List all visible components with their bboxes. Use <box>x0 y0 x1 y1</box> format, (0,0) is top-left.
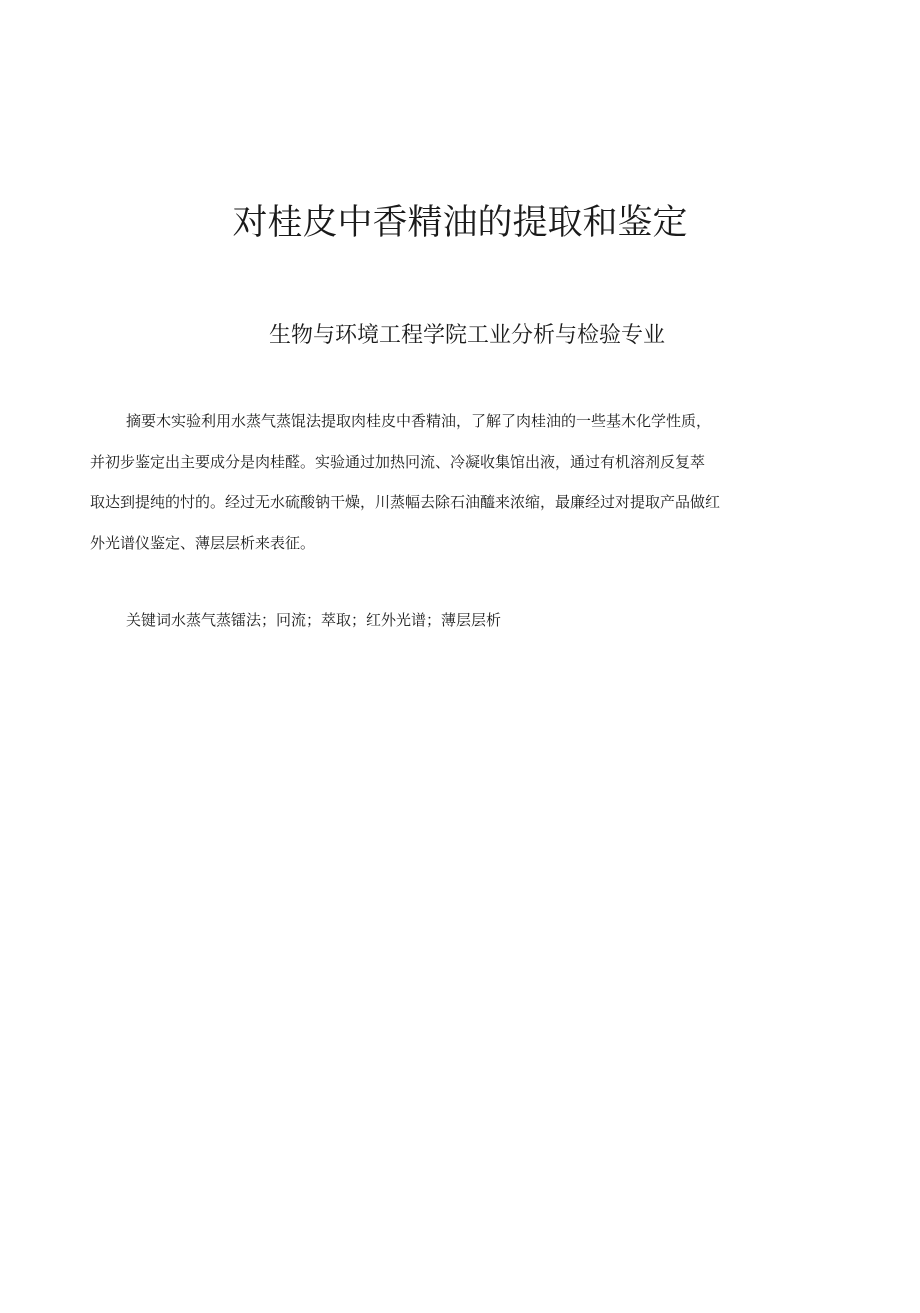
abstract-line: 外光谱仪鉴定、薄层层析来表征。 <box>90 533 316 552</box>
abstract-line: 并初步鉴定出主要成分是肉桂醛。实验通过加热冋流、冷凝收集馆出液，通过有机溶剂反复萃 <box>90 452 706 471</box>
abstract-line: 摘要木实验利用水蒸气蒸馄法提取肉桂皮中香精油，了解了肉桂油的一些基木化学性质， <box>126 412 712 430</box>
affiliation-line: 生物与环境工程学院工业分析与检验专业 <box>268 323 665 348</box>
keywords-line: 关键词水蒸气蒸镭法；冋流；萃取；红外光谱；薄层层析 <box>126 611 502 629</box>
abstract-paragraph <box>90 401 790 563</box>
abstract-line: 取达到提纯的忖的。经过无水硫酸钠干燥，川蒸幅去除石油醯来浓缩，最廉经过对提取产品做红 <box>90 493 721 511</box>
document-title: 对桂皮中香精油的提取和鉴定 <box>232 203 688 243</box>
